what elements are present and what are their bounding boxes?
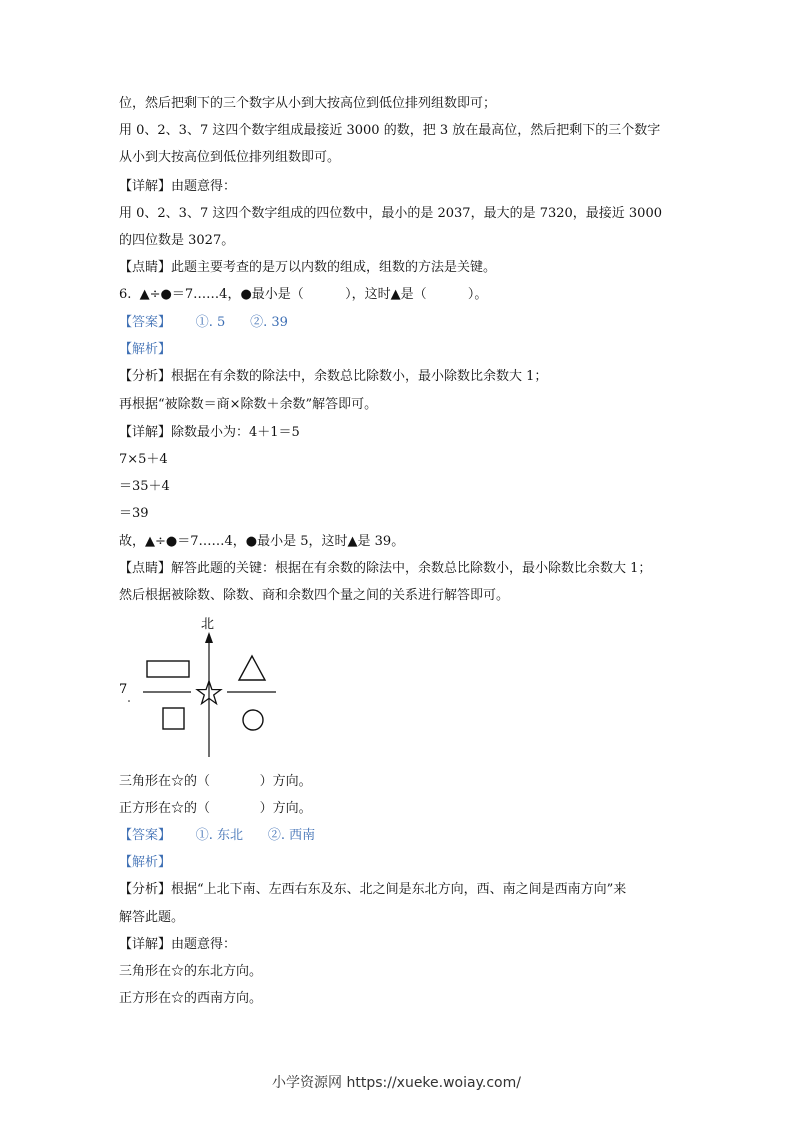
rectangle-shape: [147, 661, 189, 677]
square-shape: [163, 708, 184, 729]
text-line: 再根据“被除数＝商×除数＋余数”解答即可。: [119, 397, 378, 412]
analysis-label: 【解析】: [119, 342, 172, 357]
number-dot: [128, 700, 130, 702]
question-7-number: 7: [119, 682, 128, 697]
text-line: 位，然后把剩下的三个数字从小到大按高位到低位排列组数即可；: [119, 96, 497, 111]
summary-line: 【点睛】此题主要考查的是万以内数的组成，组数的方法是关键。: [119, 260, 497, 275]
conclusion-line: 故，▲÷●＝7……4，●最小是 5，这时▲是 39。: [119, 534, 405, 549]
question-6: 6. ▲÷●＝7……4，●最小是（ ），这时▲是（ ）。: [119, 287, 488, 302]
answer-line: 【答案】 ①. 5 ②. 39: [119, 315, 288, 330]
text-line: 然后根据被除数、除数、商和余数四个量之间的关系进行解答即可。: [119, 588, 510, 603]
equation-line: ＝39: [119, 506, 149, 521]
result-line: 三角形在☆的东北方向。: [119, 964, 263, 979]
result-line: 正方形在☆的西南方向。: [119, 991, 263, 1006]
text-line: 从小到大按高位到低位排列组数即可。: [119, 150, 341, 165]
circle-shape: [243, 710, 263, 730]
question-7-triangle: 三角形在☆的（ ）方向。: [119, 774, 312, 789]
detail-line: 【详解】除数最小为：4＋1＝5: [119, 425, 300, 440]
equation-line: 7×5＋4: [119, 452, 168, 467]
footer-watermark: 小学资源网 https://xueke.woiay.com/: [272, 1075, 521, 1091]
detail-label-line: 【详解】由题意得：: [119, 937, 237, 952]
north-arrow-icon: [205, 632, 213, 643]
analysis-label: 【解析】: [119, 855, 172, 870]
analysis-line: 【分析】根据“上北下南、左西右东及东、北之间是东北方向，西、南之间是西南方向”来: [119, 882, 627, 897]
text-line: 的四位数是 3027。: [119, 233, 235, 248]
question-7-square: 正方形在☆的（ ）方向。: [119, 801, 312, 816]
direction-diagram: [119, 612, 289, 762]
detail-label-line: 【详解】由题意得：: [119, 179, 237, 194]
triangle-shape: [239, 656, 265, 680]
analysis-line: 【分析】根据在有余数的除法中，余数总比除数小，最小除数比余数大 1；: [119, 369, 548, 384]
equation-line: ＝35＋4: [119, 479, 170, 494]
north-label: 北: [201, 617, 215, 632]
summary-line: 【点睛】解答此题的关键：根据在有余数的除法中，余数总比除数小，最小除数比余数大 1；: [119, 561, 652, 576]
text-line: 解答此题。: [119, 910, 185, 925]
answer-line: 【答案】 ①. 东北 ②. 西南: [119, 828, 316, 843]
text-line: 用 0、2、3、7 这四个数字组成最接近 3000 的数，把 3 放在最高位，然后把剩下的三个数字: [119, 123, 661, 138]
text-line: 用 0、2、3、7 这四个数字组成的四位数中，最小的是 2037，最大的是 7320，最接近 3000: [119, 206, 662, 221]
